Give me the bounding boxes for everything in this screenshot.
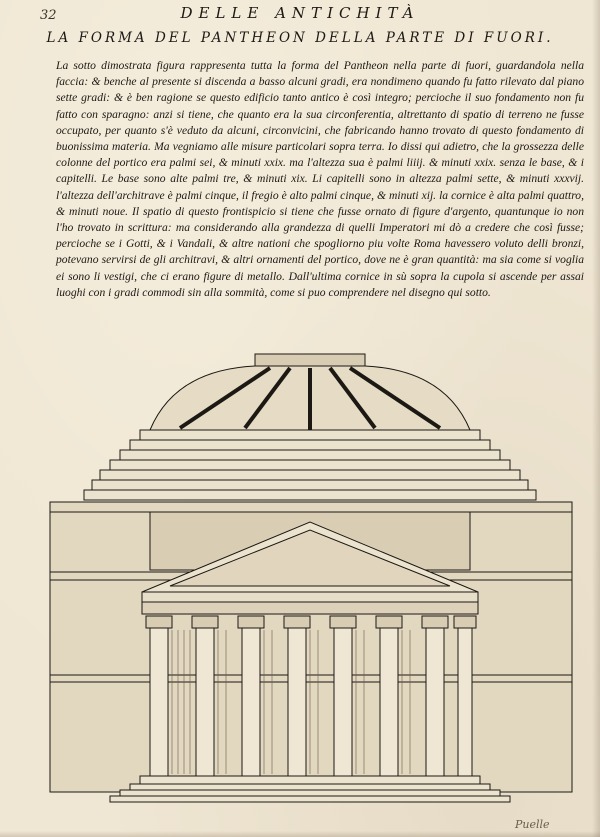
stepped-rings <box>84 430 536 500</box>
body-text <box>56 58 584 301</box>
signature-mark: Puelle <box>515 818 550 831</box>
page-edge-shadow <box>592 0 600 837</box>
oculus-ring <box>255 354 365 366</box>
page-number: 32 <box>40 8 57 23</box>
architrave <box>142 592 478 602</box>
page-bottom-shadow <box>0 831 600 837</box>
running-head: DELLE ANTICHITÀ <box>180 4 420 22</box>
pantheon-engraving <box>0 330 600 820</box>
entrance-steps <box>110 784 510 802</box>
body-paragraph: La sotto dimostrata figura rappresenta tutta la forma del Pantheon nella parte di fuori, guardandola nella faccia: & benche al presente si discenda a basso alcuni gradi, era nondimeno quando fu fatto rilevato dal piano sette gradi: & è ben ragione se questo edificio tanto antico è così integro; percioche il suo fondamento non fu fatto con sparagno: anzi si tiene, che quanto era la sua circonferentia, altrettanto di spatio di terreno ne fusse occupato, per quanto s'è veduto da alcuni, circonvicini, che fabricando hanno trovato di questo fondamento di buonissima materia. Ma vegniamo alle misure particolari sopra terra. Io dissi qui adietro, che la grossezza delle colonne del portico era palmi sei, & minuti xxix. ma l'altezza sua è palmi liiij. & minuti xxix. senza le base, & i capitelli. Le base sono alte palmi tre, & minuti xix. Li capitelli sono in altezza palmi sette, & minuti xxxvij. l'altezza dell'architrave è palmi cinque, il fregio è alto palmi cinque, & minuti xij. la cornice è alta palmi quattro, & minuti noue. Il spatio di questo frontispicio si tiene che fusse ornato di figure d'argento, quantunque io non l'ho trovato in scrittura: ma considerando alla grandezza di quelli Imperatori mi dò a credere che così fusse; percioche se i Gotti, & i Vandali, & altre nationi che spogliorno piu volte Roma havessero voluto delli bronzi, potevano servirsi de gli architravi, & altri ornamenti del portico, dove ne è gran quantità: ma sia come si voglia ei sono li vestigi, che ci erano figure di metallo. Dall'ultima cornice in sù sopra la cupola si ascende per assai luoghi con i gradi commodi sin alla sommità, come si puo comprendere nel disegno qui sotto. <box>56 59 584 299</box>
frieze <box>142 602 478 614</box>
column-bases <box>140 776 480 784</box>
chapter-title: LA FORMA DEL PANTHEON DELLA PARTE DI FUORI. <box>46 30 554 46</box>
pantheon-woodcut <box>0 330 600 820</box>
